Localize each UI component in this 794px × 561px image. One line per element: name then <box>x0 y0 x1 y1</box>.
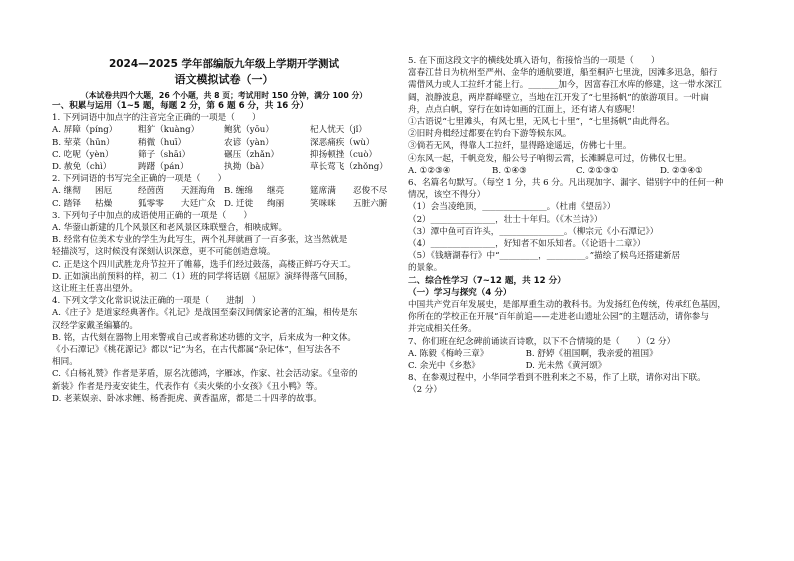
q5-passage-3: 阔，浪静波息，两岸群峰壁立，当地在江开发了“七里扬帆”的旅游项目。一叶扁 <box>408 92 709 103</box>
q2-1-3: 经茵茵 <box>138 186 164 197</box>
q6-line-5-cont: 的景象。 <box>408 263 443 274</box>
question-3-stem: 3. 下列句子中加点的成语使用正确的一项是（ ） <box>52 210 252 221</box>
q4-option-a: A.《庄子》是道家经典著作。《礼记》是战国至秦汉间儒家论著的汇编，相传是东 <box>52 308 358 319</box>
q1-row-d <box>52 161 396 173</box>
part2-intro-1: 中国共产党百年发展史，是部厚重生动的教科书。为发扬红色传统，传承红色基因， <box>408 300 726 311</box>
exam-subtitle: 语文模拟试卷（一） <box>174 73 274 86</box>
q5-passage-2: 需借风力或人工拉纤才能上行。_______加今，因富春江水库的修建，这一带水深江 <box>408 80 722 91</box>
exam-notice: （本试卷共四个大题，26 个小题，共 8 页；考试用时 150 分钟，满分 100 分） <box>80 91 368 100</box>
q5-sentence-2: ②旧时舟楫经过都要在钓台下游等候东风。 <box>408 129 572 140</box>
question-5-stem: 5. 在下面这段文字的横线处填入语句，衔接恰当的一项是（ ） <box>408 56 660 66</box>
q2-2-3: 狐零零 <box>138 198 164 209</box>
q1-d-4: 草长莺飞（zhǒng） <box>310 162 388 173</box>
q2-2-1: C. 踏铎 <box>52 198 81 209</box>
q5-sentence-1: ①古语说“七里滩头，有风七里，无风七十里”，“七里扬帆”由此得名。 <box>408 117 675 128</box>
q2-2-5: D. 迁徙 <box>224 198 254 209</box>
question-7-stem: 7、你们班在纪念碑前诵读百诗歌，以下不合情境的是（ ）（2 分） <box>408 336 676 347</box>
question-6-stem: 6、名篇名句默写。（每空 1 分，共 6 分。凡出现加字、漏字、错别字中的任何一种 <box>408 178 724 189</box>
subsection-heading: （一）学习与探究（4 分） <box>408 287 512 298</box>
q7-choice-b: B. 舒婷《祖国啊，我亲爱的祖国》 <box>525 348 658 359</box>
q1-b-3: 农谚（yàn） <box>224 137 274 148</box>
part2-intro-3: 并完成相关任务。 <box>408 324 477 335</box>
section-heading-1: 一、积累与运用（1~5 题，每题 2 分，第 6 题 6 分，共 16 分） <box>52 101 309 111</box>
q4-option-c: C.《白杨礼赞》作者是茅盾，原名沈德鸿，字雁冰，作家、社会活动家。《皇帝的 <box>52 369 358 380</box>
q2-1-1: A. 继彻 <box>52 186 81 197</box>
q1-c-3: 碾压（zhǎn） <box>224 149 280 160</box>
question-2-stem: 2. 下列词语的书写完全正确的一项是（ ） <box>52 174 227 185</box>
q1-a-2: 粗犷（kuàng） <box>138 125 200 136</box>
q6-line-3: （3）潭中鱼可百许头，_______________。（柳宗元《小石潭记》） <box>408 226 659 237</box>
question-1-stem: 1. 下列词语中加点字的注音完全正确的一项是（ ） <box>52 113 261 124</box>
question-8-stem: 8、在参观过程中，小华同学看到不胜利来之不易，作了上联，请你对出下联。 <box>408 373 706 384</box>
q7-choice-d: D. 光未然《黄河颂》 <box>525 361 607 372</box>
q5-choice-d: D. ②③④① <box>660 165 703 176</box>
q2-1-2: 困厄 <box>95 186 113 197</box>
q2-2-4: 大廷广众 <box>181 198 216 209</box>
q2-1-4: 天涯海角 <box>181 186 216 197</box>
exam-title-block <box>52 56 396 101</box>
question-4-stem: 4. 下列文学文化常识说法正确的一项是（ 进制 ） <box>52 296 261 307</box>
section-heading-2: 二、综合性学习（7~12 题，共 12 分） <box>408 275 566 286</box>
q1-a-3: 鲍犹（yōu） <box>224 125 274 136</box>
q4-option-b-cont: 《小石潭记》《桃花源记》都以“记”为名，在古代都属“杂记体”，但写法各不 <box>52 345 341 356</box>
question-6-stem-cont: 情况，该空不得分） <box>408 190 486 201</box>
q1-d-2: 踌躇（pán） <box>138 162 189 173</box>
q7-choice-c: C. 余光中《乡愁》 <box>408 361 480 372</box>
q3-option-c: C. 正是这个四川武胜龙舟节拉开了帷幕，选手们经过鼓荡，高楼正鲜巧夺天工。 <box>52 259 356 270</box>
q3-option-d-cont: 这让班主任喜出望外。 <box>52 284 138 295</box>
q5-choices <box>408 165 744 177</box>
q6-line-4: （4）_______________，好知者不如乐知者。（《论语十二章》） <box>408 239 646 250</box>
q3-option-d: D. 正如演出前预料的样，初二（1）班的同学将话剧《屈原》演绎得落气回肠， <box>52 271 354 282</box>
q1-c-4: 抑扬顿挫（cuò） <box>310 149 378 160</box>
q5-choice-a: A. ①②③④ <box>408 165 451 176</box>
q7-choices-row-1 <box>408 348 744 360</box>
q1-a-4: 杞人忧天（jǐ） <box>310 125 367 136</box>
q2-row-1 <box>52 185 396 197</box>
q2-1-7: 筵席满 <box>310 186 336 197</box>
q1-d-1: D. 赦免（chì） <box>52 162 112 173</box>
q4-option-d: D. 老莱娱亲、卧冰求鲤、杨香扼虎、黄香温席，都是二十四孝的故事。 <box>52 393 322 404</box>
q6-line-5: （5）《钱塘湖春行》中“_________，_________。”描绘了候鸟还搭建新居 <box>408 251 681 262</box>
q7-choice-a: A. 陈毅《梅岭三章》 <box>408 348 489 359</box>
q1-row-b <box>52 137 396 149</box>
question-8-score: （2 分） <box>408 385 442 396</box>
q2-row-2 <box>52 198 396 210</box>
exam-title: 2024—2025 学年部编版九年级上学期开学测试 <box>108 58 340 70</box>
q6-line-2: （2）_______________，壮士十年归。（《木兰诗》） <box>408 214 603 225</box>
q2-1-8: 忍俊不尽 <box>353 186 388 197</box>
part2-intro-2: 你所在的学校正在开展“百年前追——走进老山遗址公园”的主题活动，请你参与 <box>408 312 709 323</box>
q3-option-b-cont: 轻描淡写，这时候没有深刻认识深意，更不可能创造意境。 <box>52 247 276 258</box>
q5-sentence-4: ④东风一起，千帆竞发，船公号子响彻云霄，长滩瞬息可过，仿佛仅七里。 <box>408 153 692 164</box>
q1-b-4: 深恶痛疾（wù） <box>310 137 375 148</box>
q2-1-5: B. 缠绵 <box>224 186 253 197</box>
q1-c-2: 筛子（shāi） <box>138 149 191 160</box>
q1-a-1: A. 屏障（píng） <box>52 125 118 136</box>
q4-option-b: B. 铭，古代刻在器物上用来警戒自己或者称述功德的文字，后来成为一种文体。 <box>52 332 356 343</box>
q4-option-c-cont: 新装》作者是丹麦安徒生，代表作有《卖火柴的小女孩》《丑小鸭》等。 <box>52 381 323 392</box>
q2-2-2: 枯燥 <box>95 198 113 209</box>
right-column <box>408 55 744 397</box>
q5-passage-4: 舟，点点白帆，穿行在如诗如画的江面上，还有诸人有感呢！ <box>408 104 641 115</box>
q1-b-1: B. 荤菜（hūn） <box>52 137 115 148</box>
q6-line-1: （1）会当凌绝顶，_______________。（杜甫《望岳》） <box>408 202 616 213</box>
q2-2-7: 笑咪咪 <box>310 198 336 209</box>
q3-option-a: A. 华蓥山新建的几个风景区和老风景区珠联璧合，相映成辉。 <box>52 223 288 234</box>
q3-option-b: B. 经常有位美术专业的学生为此写生，两个礼拜就画了一百多张，这当然就是 <box>52 235 348 246</box>
q2-1-6: 继亮 <box>267 186 285 197</box>
q1-c-1: C. 吃呢（yèn） <box>52 149 114 160</box>
q5-choice-c: C. ②①③① <box>576 165 619 176</box>
q5-choice-b: B. ①④③ <box>492 165 527 176</box>
q1-d-3: 执拗（bà） <box>224 162 269 173</box>
q1-row-a <box>52 124 396 136</box>
left-column <box>52 100 396 405</box>
q4-option-b-cont2: 相同。 <box>52 357 78 368</box>
q5-passage-1: 富春江昔日为杭州至严州、金华的通航要道，船至桐庐七里泷，因滩多迅急，船行 <box>408 68 718 79</box>
q2-2-8: 五脏六腑 <box>353 198 388 209</box>
q7-choices-row-2 <box>408 360 744 372</box>
q1-b-2: 稍微（huī） <box>138 137 187 148</box>
q1-row-c <box>52 149 396 161</box>
q2-2-6: 绚丽 <box>267 198 285 209</box>
q4-option-a-cont: 汉经学家戴圣编纂的。 <box>52 320 138 331</box>
q5-sentence-3: ③倘若无风，得靠人工拉纤，显得路途遥远，仿佛七十里。 <box>408 141 632 152</box>
